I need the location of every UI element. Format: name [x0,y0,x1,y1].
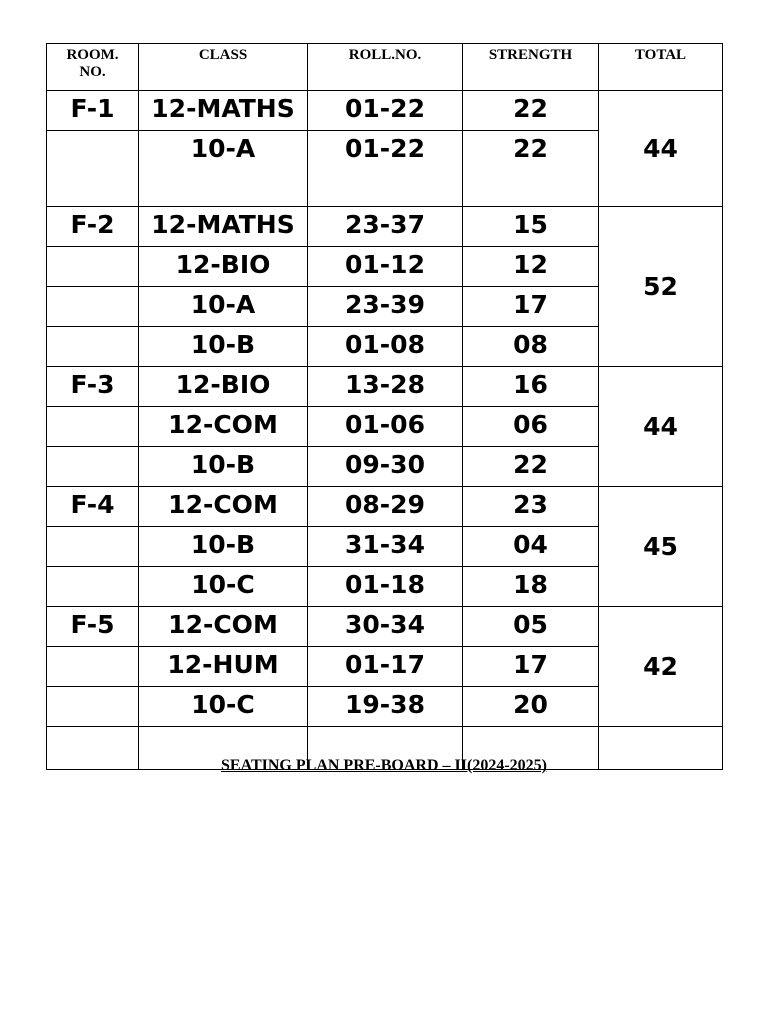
room-cell [47,527,139,567]
strength-cell: 16 [463,367,599,407]
class-cell: 12-COM [139,487,308,527]
room-cell [47,131,139,207]
strength-cell: 22 [463,447,599,487]
strength-cell: 08 [463,327,599,367]
roll-cell: 01-22 [308,131,463,207]
room-cell: F-4 [47,487,139,527]
room-cell [47,247,139,287]
room-cell [47,447,139,487]
room-cell [47,327,139,367]
table-row [47,207,723,247]
class-cell: 12-MATHS [139,207,308,247]
roll-cell: 23-39 [308,287,463,327]
class-cell: 12-COM [139,407,308,447]
roll-cell: 23-37 [308,207,463,247]
header-row [47,44,723,91]
roll-cell: 01-06 [308,407,463,447]
total-cell: 45 [599,487,723,607]
strength-cell: 12 [463,247,599,287]
seating-plan-table [46,43,723,770]
total-cell: 44 [599,91,723,207]
table-row [47,487,723,527]
strength-cell: 20 [463,687,599,727]
header-room-line1: ROOM. [66,47,119,63]
room-cell [47,647,139,687]
seating-plan-caption: SEATING PLAN PRE-BOARD – II(2024-2025) [221,757,547,774]
class-cell: 10-C [139,687,308,727]
strength-cell: 06 [463,407,599,447]
class-cell: 10-A [139,287,308,327]
header-total: TOTAL [599,44,723,91]
roll-cell: 31-34 [308,527,463,567]
roll-cell: 01-18 [308,567,463,607]
strength-cell: 17 [463,287,599,327]
roll-cell: 30-34 [308,607,463,647]
strength-cell: 17 [463,647,599,687]
room-cell: F-5 [47,607,139,647]
roll-cell: 08-29 [308,487,463,527]
room-cell [47,287,139,327]
header-room [47,44,139,91]
room-cell [47,567,139,607]
class-cell: 12-COM [139,607,308,647]
room-cell [47,407,139,447]
class-cell: 10-A [139,131,308,207]
header-roll: ROLL.NO. [308,44,463,91]
roll-cell: 01-12 [308,247,463,287]
room-cell [47,687,139,727]
table-row [47,91,723,131]
total-cell: 42 [599,607,723,727]
strength-cell: 23 [463,487,599,527]
roll-cell: 01-22 [308,91,463,131]
total-cell: 52 [599,207,723,367]
roll-cell: 13-28 [308,367,463,407]
class-cell: 10-B [139,327,308,367]
strength-cell: 05 [463,607,599,647]
strength-cell: 18 [463,567,599,607]
roll-cell: 01-08 [308,327,463,367]
total-cell: 44 [599,367,723,487]
roll-cell: 09-30 [308,447,463,487]
roll-cell: 01-17 [308,647,463,687]
room-cell: F-2 [47,207,139,247]
class-cell: 12-MATHS [139,91,308,131]
class-cell: 12-BIO [139,367,308,407]
class-cell: 12-HUM [139,647,308,687]
class-cell: 10-C [139,567,308,607]
class-cell: 10-B [139,527,308,567]
strength-cell: 15 [463,207,599,247]
header-strength: STRENGTH [463,44,599,91]
table-row [47,367,723,407]
table-row [47,607,723,647]
class-cell: 10-B [139,447,308,487]
roll-cell: 19-38 [308,687,463,727]
strength-cell: 22 [463,91,599,131]
strength-cell: 22 [463,131,599,207]
class-cell: 12-BIO [139,247,308,287]
strength-cell: 04 [463,527,599,567]
header-class: CLASS [139,44,308,91]
room-cell: F-3 [47,367,139,407]
room-cell: F-1 [47,91,139,131]
header-room-line2: NO. [79,64,106,80]
